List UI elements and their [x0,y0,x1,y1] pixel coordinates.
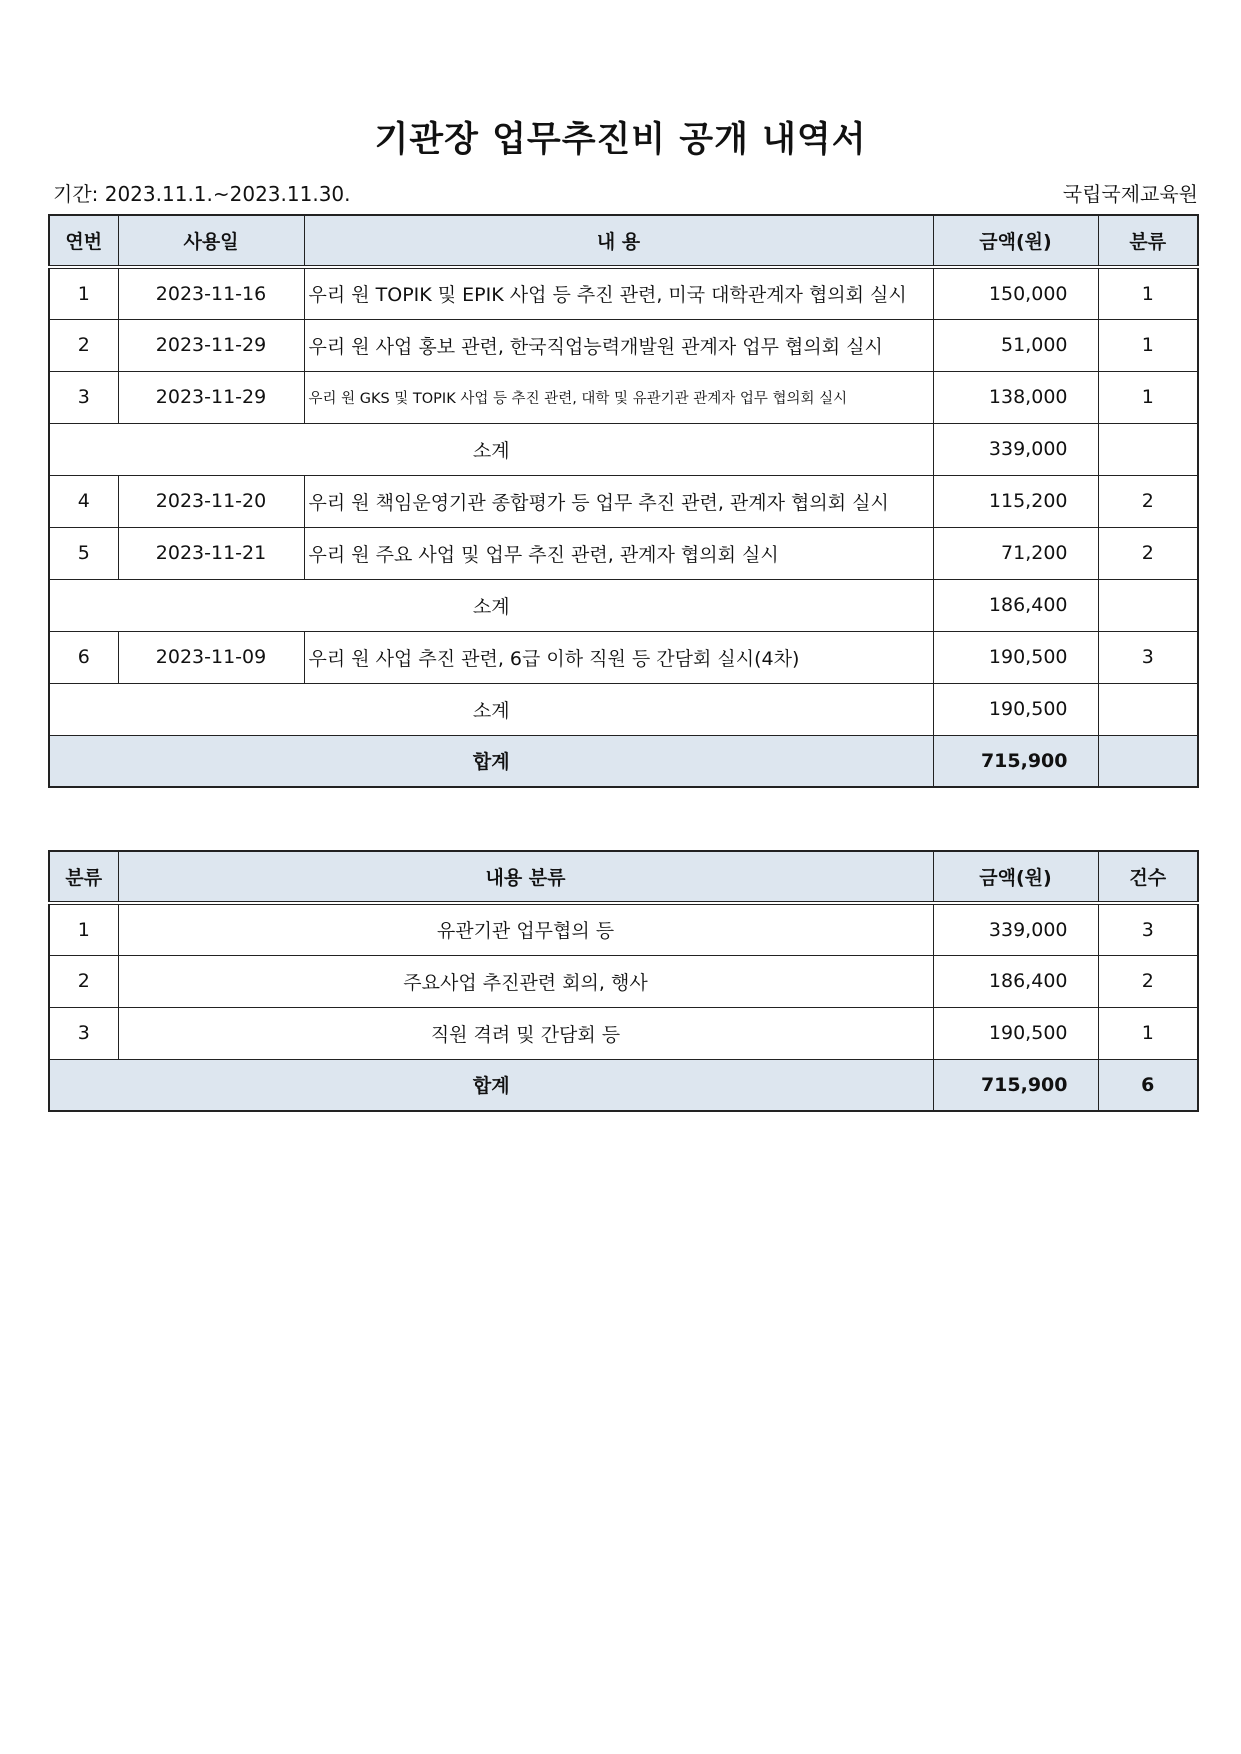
table-row [49,371,1198,423]
row-amount: 115,200 [933,475,1098,527]
header-amount: 금액(원) [933,215,1098,267]
table-row [49,955,1198,1007]
header-category: 분류 [49,851,118,903]
row-content: 우리 원 사업 홍보 관련, 한국직업능력개발원 관계자 업무 협의회 실시 [304,319,933,371]
period-label: 기간: 2023.11.1.~2023.11.30. [53,182,351,206]
row-category: 3 [49,1007,118,1059]
row-category: 3 [1098,631,1198,683]
row-date: 2023-11-16 [118,267,304,319]
row-content: 우리 원 사업 추진 관련, 6급 이하 직원 등 간담회 실시(4차) [304,631,933,683]
row-amount: 186,400 [933,955,1098,1007]
row-date: 2023-11-21 [118,527,304,579]
table-row [49,475,1198,527]
row-amount: 190,500 [933,631,1098,683]
row-no: 5 [49,527,118,579]
subtotal-label: 소계 [49,423,933,475]
table-row [49,631,1198,683]
header-content: 내 용 [304,215,933,267]
subtotal-amount: 190,500 [933,683,1098,735]
total-label: 합계 [49,735,933,787]
row-date: 2023-11-09 [118,631,304,683]
header-date: 사용일 [118,215,304,267]
subtotal-row [49,423,1198,475]
row-category: 1 [49,903,118,955]
subtotal-amount: 339,000 [933,423,1098,475]
row-category: 1 [1098,267,1198,319]
expense-table [48,214,1199,788]
total-label: 합계 [49,1059,933,1111]
subtotal-label: 소계 [49,683,933,735]
row-count: 1 [1098,1007,1198,1059]
subtotal-row [49,683,1198,735]
row-date: 2023-11-29 [118,319,304,371]
row-amount: 339,000 [933,903,1098,955]
organization-label: 국립국제교육원 [1062,182,1198,206]
row-no: 4 [49,475,118,527]
row-description: 주요사업 추진관련 회의, 행사 [118,955,933,1007]
row-amount: 71,200 [933,527,1098,579]
category-summary-table [48,850,1199,1112]
row-no: 3 [49,371,118,423]
total-count: 6 [1098,1059,1198,1111]
row-category: 2 [1098,475,1198,527]
row-no: 6 [49,631,118,683]
subtotal-amount: 186,400 [933,579,1098,631]
document-title: 기관장 업무추진비 공개 내역서 [374,120,867,160]
row-amount: 138,000 [933,371,1098,423]
row-date: 2023-11-29 [118,371,304,423]
header-no: 연번 [49,215,118,267]
row-category: 2 [1098,527,1198,579]
total-amount: 715,900 [933,735,1098,787]
row-content: 우리 원 주요 사업 및 업무 추진 관련, 관계자 협의회 실시 [304,527,933,579]
header-category: 분류 [1098,215,1198,267]
table-header-row [49,215,1198,267]
row-content: 우리 원 GKS 및 TOPIK 사업 등 추진 관련, 대학 및 유관기관 관계자 업무 협의회 실시 [304,371,933,423]
subtotal-label: 소계 [49,579,933,631]
row-amount: 190,500 [933,1007,1098,1059]
table-row [49,903,1198,955]
row-count: 3 [1098,903,1198,955]
total-empty [1098,735,1198,787]
row-date: 2023-11-20 [118,475,304,527]
table-row [49,527,1198,579]
header-count: 건수 [1098,851,1198,903]
header-amount: 금액(원) [933,851,1098,903]
header-description: 내용 분류 [118,851,933,903]
row-description: 유관기관 업무협의 등 [118,903,933,955]
row-no: 1 [49,267,118,319]
table-header-row [49,851,1198,903]
row-category: 1 [1098,319,1198,371]
table-row [49,267,1198,319]
total-row [49,735,1198,787]
subtotal-empty [1098,579,1198,631]
table-row [49,319,1198,371]
row-no: 2 [49,319,118,371]
subtotal-empty [1098,423,1198,475]
row-amount: 150,000 [933,267,1098,319]
total-amount: 715,900 [933,1059,1098,1111]
subtotal-empty [1098,683,1198,735]
subtotal-row [49,579,1198,631]
row-category: 1 [1098,371,1198,423]
table-row [49,1007,1198,1059]
row-count: 2 [1098,955,1198,1007]
row-description: 직원 격려 및 간담회 등 [118,1007,933,1059]
row-category: 2 [49,955,118,1007]
row-content: 우리 원 TOPIK 및 EPIK 사업 등 추진 관련, 미국 대학관계자 협의회 실시 [304,267,933,319]
total-row [49,1059,1198,1111]
row-content: 우리 원 책임운영기관 종합평가 등 업무 추진 관련, 관계자 협의회 실시 [304,475,933,527]
row-amount: 51,000 [933,319,1098,371]
